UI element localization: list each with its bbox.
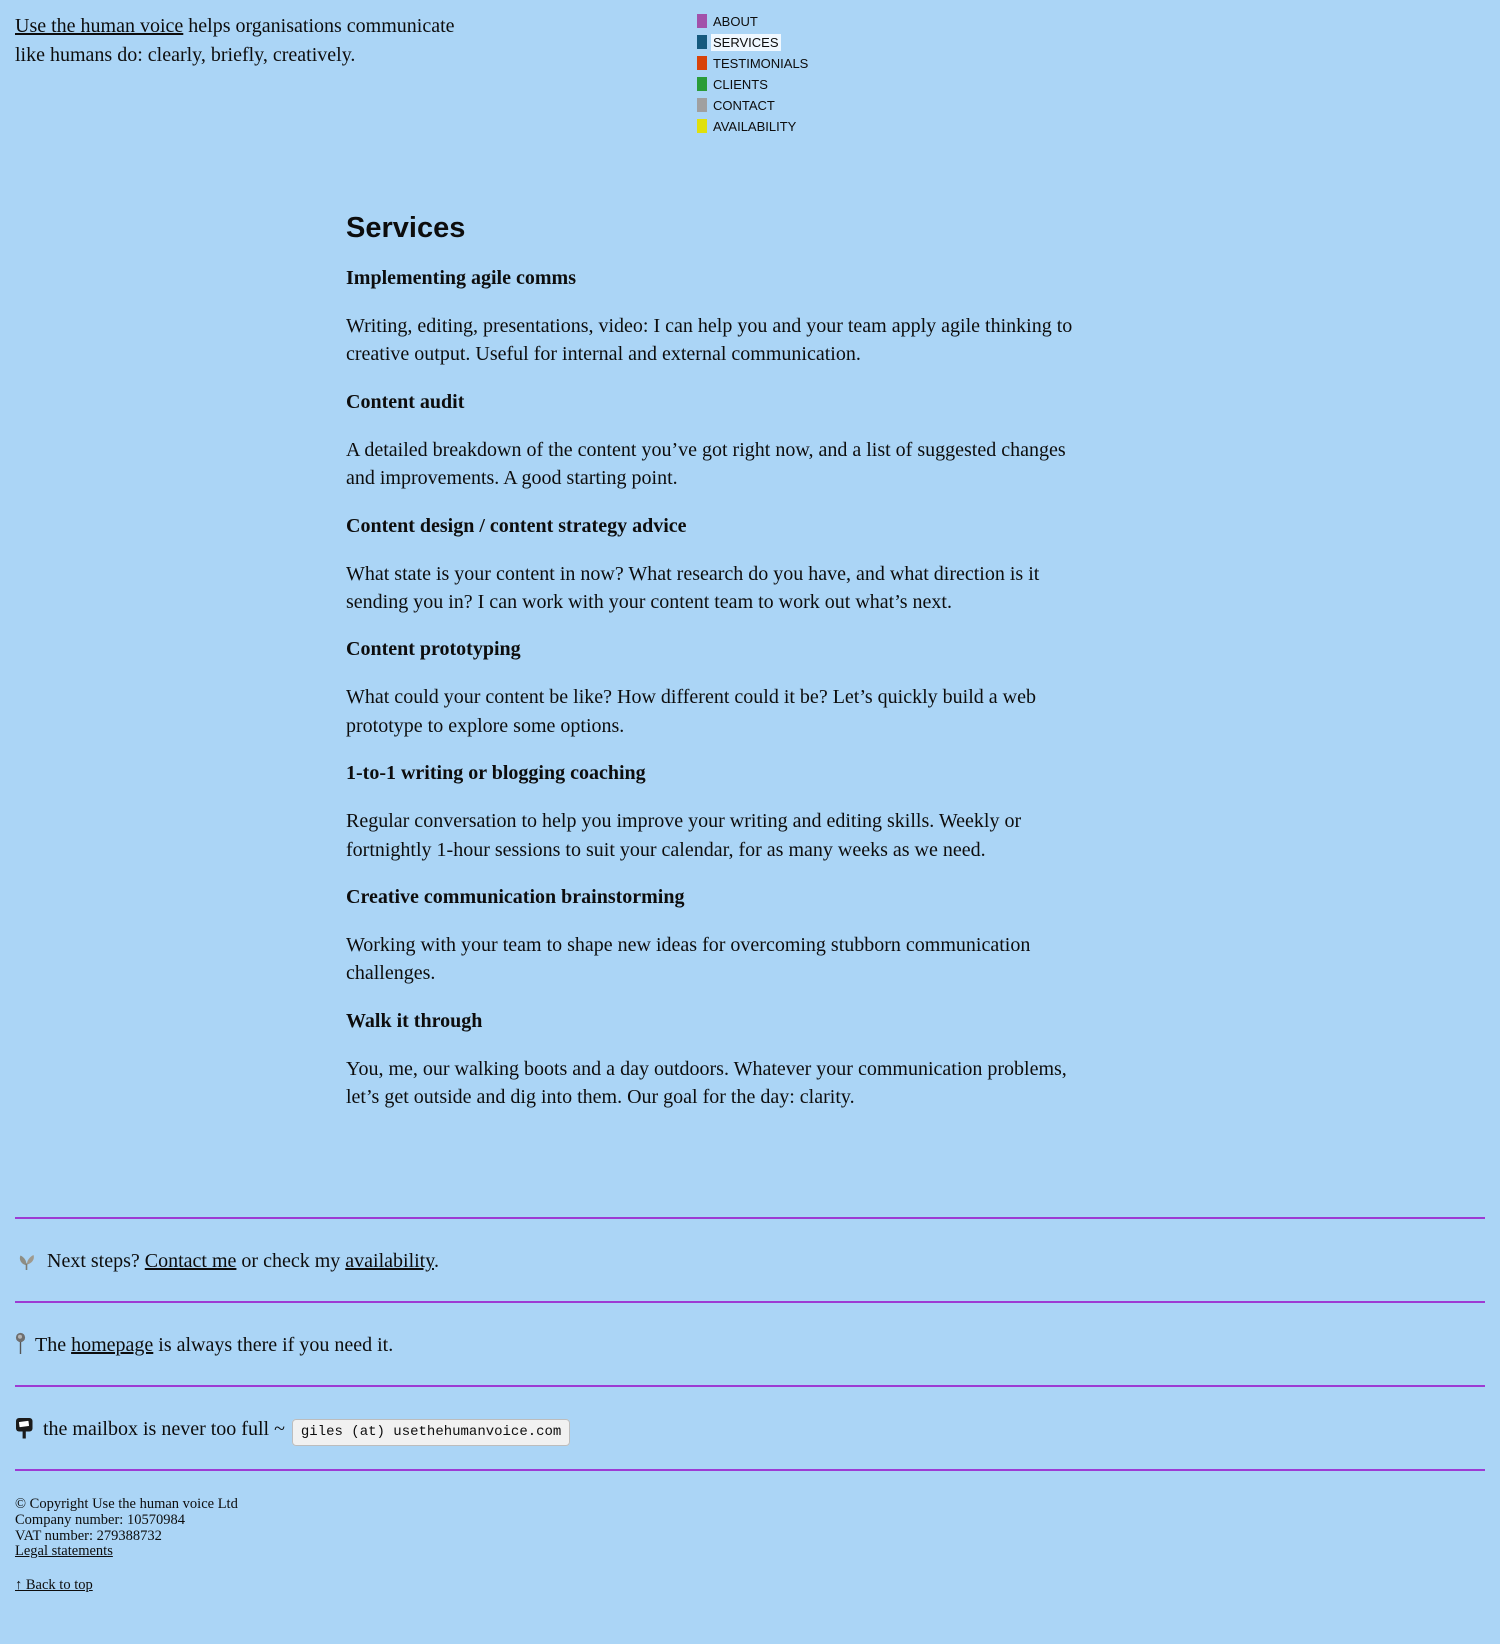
page-footer — [15, 1217, 1485, 1594]
nav-swatch-icon — [697, 14, 707, 28]
nav-swatch-icon — [697, 56, 707, 70]
page-header — [15, 12, 1485, 140]
round-pushpin-icon — [15, 1338, 26, 1360]
intro-rest: helps organisations communicate like humans do: clearly, briefly, creatively. — [15, 15, 455, 66]
nav-item-label-active: SERVICES — [713, 34, 779, 50]
intro-text — [15, 12, 475, 70]
section-heading: Walk it through — [346, 1009, 483, 1032]
services-content — [346, 212, 1083, 1111]
contact-link[interactable]: Contact me — [144, 1250, 237, 1273]
availability-link[interactable]: availability — [345, 1250, 434, 1273]
back-to-top-link[interactable]: ↑ Back to top — [15, 1577, 93, 1594]
section-body: Working with your team to shape new ideas for overcoming stubborn communication challenges. — [346, 933, 1031, 985]
section-heading: Content audit — [346, 390, 465, 413]
nav-swatch-icon — [697, 98, 707, 112]
copyright-text: © Copyright Use the human voice Ltd — [15, 1496, 238, 1513]
note-text: The — [35, 1334, 72, 1357]
divider — [15, 1301, 1485, 1303]
next-steps-note — [15, 1247, 1485, 1279]
note-text: the mailbox is never too full ~ — [43, 1418, 285, 1441]
nav-item-services[interactable] — [697, 35, 810, 49]
home-link[interactable]: Use the human voice — [15, 15, 184, 37]
homepage-note — [15, 1331, 1485, 1363]
seedling-icon — [15, 1254, 38, 1276]
page-title: Services — [346, 212, 466, 244]
nav-item-clients[interactable] — [697, 77, 810, 91]
section-heading: Content design / content strategy advice — [346, 514, 687, 537]
section-body: What could your content be like? How different could it be? Let’s quickly build a web prototype to explore some options. — [346, 686, 1036, 737]
divider — [15, 1385, 1485, 1387]
nav-item-label: TESTIMONIALS — [713, 55, 809, 71]
legal-statements-link[interactable]: Legal statements — [15, 1543, 113, 1560]
company-number: Company number: 10570984 — [15, 1512, 185, 1529]
homepage-link[interactable]: homepage — [71, 1334, 154, 1357]
nav-item-label: ABOUT — [713, 13, 758, 29]
postbox-icon — [15, 1422, 34, 1444]
vat-number: VAT number: 279388732 — [15, 1527, 162, 1544]
nav-swatch-icon — [697, 119, 707, 133]
note-text: is always there if you need it. — [153, 1334, 394, 1357]
nav-item-availability[interactable] — [697, 119, 810, 133]
site-intro — [15, 12, 697, 70]
nav-item-testimonials[interactable] — [697, 56, 810, 70]
divider — [15, 1217, 1485, 1219]
nav-swatch-icon — [697, 77, 707, 91]
section-body: Regular conversation to help you improve your writing and editing skills. Weekly or fortnightly 1-hour sessions to suit your calendar, for as many weeks as we need. — [346, 810, 1022, 861]
section-body: What state is your content in now? What research do you have, and what direction is it sending you in? I can work with your content team to work out what’s next. — [346, 562, 1040, 613]
nav-item-label: AVAILABILITY — [713, 118, 797, 134]
section-heading: Content prototyping — [346, 638, 521, 661]
nav-list — [697, 14, 810, 133]
divider — [15, 1469, 1485, 1471]
section-heading: Creative communication brainstorming — [346, 885, 685, 908]
back-to-top-row — [15, 1577, 1485, 1594]
section-heading: Implementing agile comms — [346, 267, 576, 289]
section-body: You, me, our walking boots and a day outdoors. Whatever your communication problems, let’s get outside and dig into them. Our goal for the day: clarity. — [346, 1057, 1067, 1109]
note-text: Next steps? — [47, 1250, 145, 1273]
section-body: Writing, editing, presentations, video: I can help you and your team apply agile thinking to creative output. Useful for internal and external communication. — [346, 315, 1073, 366]
note-text: . — [433, 1250, 439, 1273]
nav-item-about[interactable] — [697, 14, 810, 28]
nav-item-label: CLIENTS — [713, 76, 768, 92]
mailbox-note — [15, 1415, 1485, 1447]
section-heading: 1-to-1 writing or blogging coaching — [346, 762, 646, 785]
nav-item-label: CONTACT — [713, 97, 775, 113]
legal-block — [15, 1497, 1485, 1560]
note-text: or check my — [236, 1250, 346, 1273]
main-nav — [697, 12, 810, 140]
nav-swatch-icon — [697, 35, 707, 49]
email-address: giles (at) usethehumanvoice.com — [292, 1419, 570, 1446]
section-body: A detailed breakdown of the content you’ve got right now, and a list of suggested changes and improvements. A good starting point. — [346, 438, 1066, 490]
nav-item-contact[interactable] — [697, 98, 810, 112]
